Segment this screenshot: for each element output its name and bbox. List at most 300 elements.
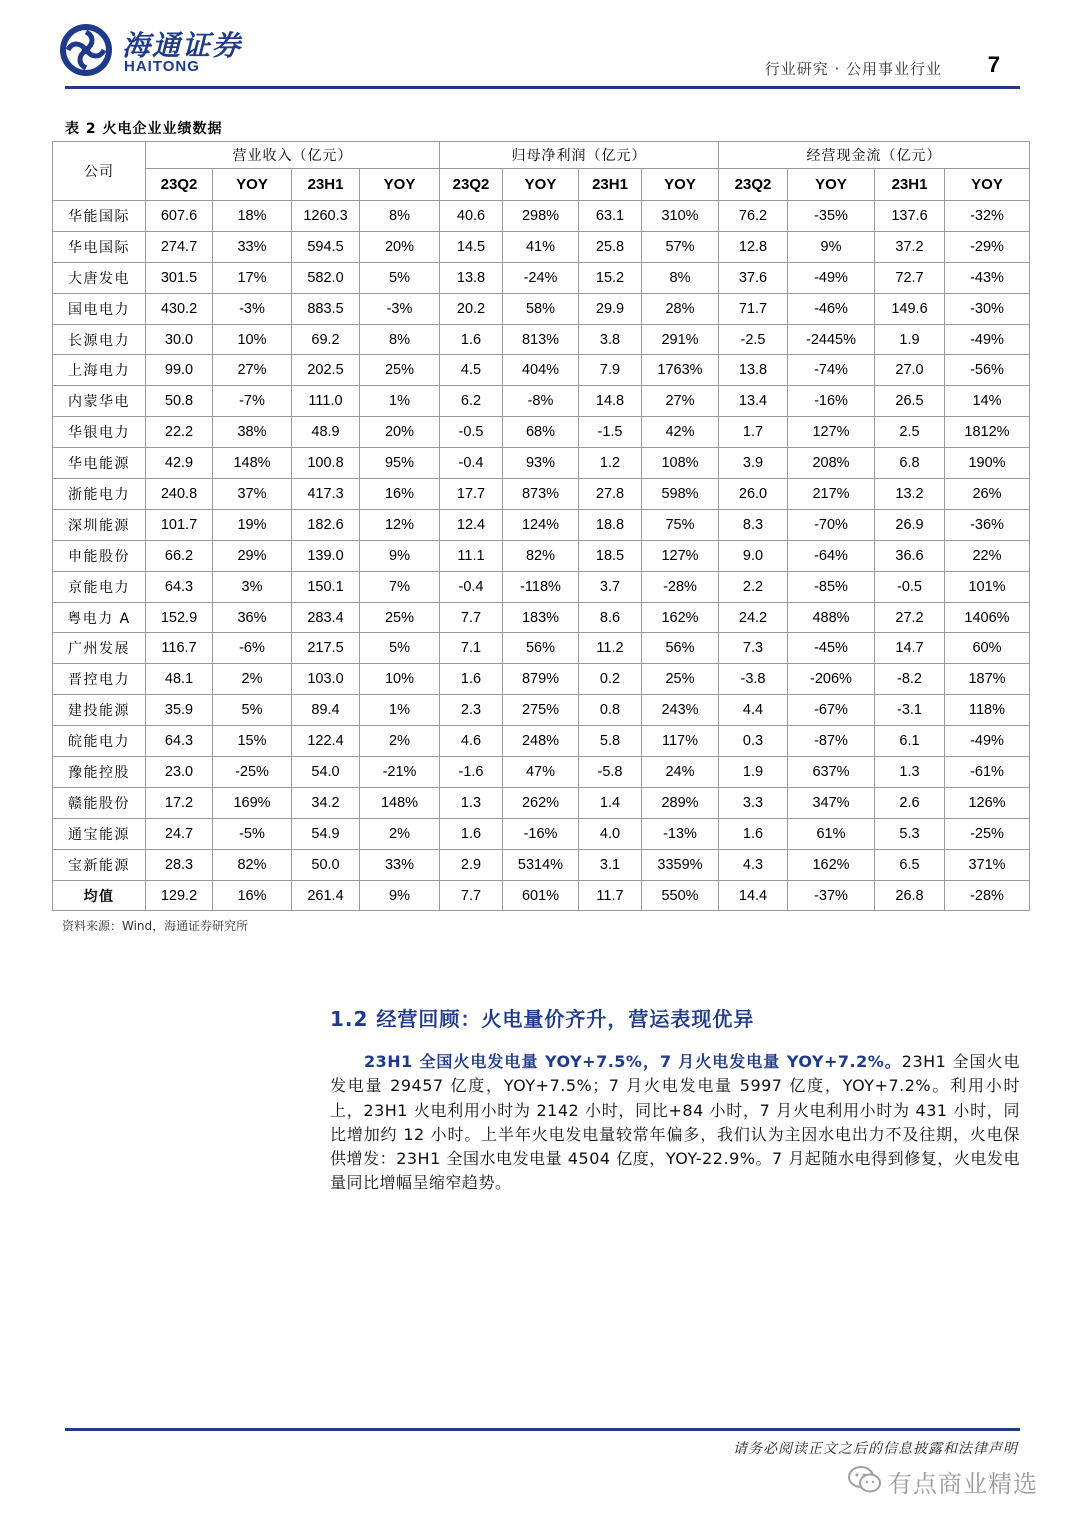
value-cell: 3.8 [579, 324, 642, 355]
value-cell: 76.2 [719, 201, 788, 232]
table-row [53, 324, 1030, 355]
value-cell: 71.7 [719, 293, 788, 324]
value-cell: 61% [788, 818, 875, 849]
value-cell: 111.0 [292, 386, 360, 417]
value-cell: 2.2 [719, 571, 788, 602]
value-cell: 14.5 [440, 231, 503, 262]
company-cell: 建投能源 [53, 695, 146, 726]
value-cell: 208% [788, 448, 875, 479]
footer-disclaimer: 请务必阅读正文之后的信息披露和法律声明 [733, 1441, 1018, 1457]
value-cell: 54.0 [292, 757, 360, 788]
value-cell: 10% [360, 664, 440, 695]
table-row [53, 293, 1030, 324]
subheader-cell: 23Q2 [146, 169, 213, 201]
header-divider [65, 86, 1020, 89]
value-cell: 148% [360, 787, 440, 818]
value-cell: -28% [642, 571, 719, 602]
value-cell: 42% [642, 417, 719, 448]
logo-en-text: HAITONG [124, 58, 200, 75]
table-row [53, 757, 1030, 788]
value-cell: 103.0 [292, 664, 360, 695]
subheader-cell: 23H1 [579, 169, 642, 201]
company-cell: 华电能源 [53, 448, 146, 479]
table-body [53, 201, 1030, 911]
value-cell: 879% [503, 664, 579, 695]
value-cell: -8.2 [875, 664, 945, 695]
value-cell: 24% [642, 757, 719, 788]
company-column-header: 公司 [53, 142, 146, 201]
table-row [53, 231, 1030, 262]
value-cell: 69.2 [292, 324, 360, 355]
value-cell: 24.2 [719, 602, 788, 633]
subheader-cell: 23Q2 [440, 169, 503, 201]
value-cell: -3.1 [875, 695, 945, 726]
value-cell: 17% [213, 262, 292, 293]
wechat-icon [848, 1465, 882, 1495]
table-row [53, 664, 1030, 695]
value-cell: 274.7 [146, 231, 213, 262]
table-row [53, 818, 1030, 849]
value-cell: 8% [642, 262, 719, 293]
value-cell: 4.0 [579, 818, 642, 849]
value-cell: 9% [360, 540, 440, 571]
value-cell: 23.0 [146, 757, 213, 788]
value-cell: 129.2 [146, 880, 213, 911]
value-cell: 9.0 [719, 540, 788, 571]
value-cell: 8.3 [719, 509, 788, 540]
value-cell: -64% [788, 540, 875, 571]
company-cell: 粤电力 A [53, 602, 146, 633]
value-cell: 25% [360, 602, 440, 633]
value-cell: 68% [503, 417, 579, 448]
value-cell: 7.7 [440, 602, 503, 633]
value-cell: 38% [213, 417, 292, 448]
value-cell: 2.3 [440, 695, 503, 726]
value-cell: 3.1 [579, 849, 642, 880]
value-cell: 8.6 [579, 602, 642, 633]
table-row [53, 726, 1030, 757]
company-cell: 华能国际 [53, 201, 146, 232]
value-cell: 873% [503, 479, 579, 510]
table-row [53, 509, 1030, 540]
value-cell: 169% [213, 787, 292, 818]
value-cell: 33% [360, 849, 440, 880]
value-cell: 8% [360, 201, 440, 232]
value-cell: 2% [360, 726, 440, 757]
value-cell: 17.7 [440, 479, 503, 510]
value-cell: -5.8 [579, 757, 642, 788]
value-cell: 3.9 [719, 448, 788, 479]
value-cell: 20% [360, 417, 440, 448]
value-cell: 550% [642, 880, 719, 911]
value-cell: 1.6 [440, 664, 503, 695]
value-cell: 1763% [642, 355, 719, 386]
value-cell: 261.4 [292, 880, 360, 911]
value-cell: 14% [945, 386, 1030, 417]
section-body [330, 1050, 1020, 1196]
value-cell: -3% [213, 293, 292, 324]
value-cell: 2.9 [440, 849, 503, 880]
value-cell: -35% [788, 201, 875, 232]
company-cell: 京能电力 [53, 571, 146, 602]
value-cell: 26% [945, 479, 1030, 510]
table-row [53, 633, 1030, 664]
table-row [53, 540, 1030, 571]
value-cell: 26.9 [875, 509, 945, 540]
company-cell: 上海电力 [53, 355, 146, 386]
value-cell: 1.9 [719, 757, 788, 788]
value-cell: 29.9 [579, 293, 642, 324]
value-cell: 183% [503, 602, 579, 633]
value-cell: 7.1 [440, 633, 503, 664]
table-subheader-row [53, 169, 1030, 201]
value-cell: 1.3 [440, 787, 503, 818]
table-row [53, 479, 1030, 510]
value-cell: 127% [788, 417, 875, 448]
value-cell: 182.6 [292, 509, 360, 540]
value-cell: 430.2 [146, 293, 213, 324]
haitong-logo-mark-icon [58, 22, 114, 78]
value-cell: 28% [642, 293, 719, 324]
company-cell: 国电电力 [53, 293, 146, 324]
value-cell: 2% [213, 664, 292, 695]
value-cell: 347% [788, 787, 875, 818]
value-cell: 1812% [945, 417, 1030, 448]
subheader-cell: YOY [360, 169, 440, 201]
value-cell: 37% [213, 479, 292, 510]
value-cell: 12% [360, 509, 440, 540]
section-lead: 23H1 全国火电发电量 YOY+7.5%，7 月火电发电量 YOY+7.2%。 [364, 1052, 902, 1071]
value-cell: 33% [213, 231, 292, 262]
value-cell: 27.2 [875, 602, 945, 633]
value-cell: 7.3 [719, 633, 788, 664]
value-cell: -1.5 [579, 417, 642, 448]
value-cell: 0.3 [719, 726, 788, 757]
value-cell: 25.8 [579, 231, 642, 262]
value-cell: 122.4 [292, 726, 360, 757]
value-cell: 17.2 [146, 787, 213, 818]
value-cell: 1.7 [719, 417, 788, 448]
value-cell: 10% [213, 324, 292, 355]
value-cell: 243% [642, 695, 719, 726]
value-cell: 15% [213, 726, 292, 757]
value-cell: 582.0 [292, 262, 360, 293]
value-cell: 4.5 [440, 355, 503, 386]
company-cell: 大唐发电 [53, 262, 146, 293]
revenue-group-header: 营业收入（亿元） [146, 142, 440, 169]
value-cell: 883.5 [292, 293, 360, 324]
value-cell: 126% [945, 787, 1030, 818]
value-cell: 124% [503, 509, 579, 540]
value-cell: 36% [213, 602, 292, 633]
company-cell: 宝新能源 [53, 849, 146, 880]
value-cell: 29% [213, 540, 292, 571]
value-cell: -2445% [788, 324, 875, 355]
watermark [848, 1462, 1058, 1496]
value-cell: 99.0 [146, 355, 213, 386]
value-cell: 25% [360, 355, 440, 386]
company-cell: 内蒙华电 [53, 386, 146, 417]
value-cell: 11.2 [579, 633, 642, 664]
value-cell: 3.3 [719, 787, 788, 818]
value-cell: -0.5 [440, 417, 503, 448]
value-cell: 22% [945, 540, 1030, 571]
value-cell: -43% [945, 262, 1030, 293]
value-cell: 4.6 [440, 726, 503, 757]
value-cell: -28% [945, 880, 1030, 911]
value-cell: 601% [503, 880, 579, 911]
value-cell: 4.4 [719, 695, 788, 726]
value-cell: 40.6 [440, 201, 503, 232]
company-cell: 豫能控股 [53, 757, 146, 788]
value-cell: 148% [213, 448, 292, 479]
value-cell: 162% [642, 602, 719, 633]
value-cell: 3359% [642, 849, 719, 880]
value-cell: -0.4 [440, 448, 503, 479]
table-row [53, 571, 1030, 602]
company-cell: 深圳能源 [53, 509, 146, 540]
value-cell: 64.3 [146, 726, 213, 757]
value-cell: 1.4 [579, 787, 642, 818]
subheader-cell: 23H1 [875, 169, 945, 201]
value-cell: -49% [945, 324, 1030, 355]
value-cell: 289% [642, 787, 719, 818]
value-cell: 1% [360, 386, 440, 417]
value-cell: 139.0 [292, 540, 360, 571]
subheader-cell: YOY [788, 169, 875, 201]
value-cell: 1.6 [719, 818, 788, 849]
value-cell: 1260.3 [292, 201, 360, 232]
value-cell: 64.3 [146, 571, 213, 602]
value-cell: 3% [213, 571, 292, 602]
net-profit-group-header: 归母净利润（亿元） [440, 142, 719, 169]
value-cell: 12.4 [440, 509, 503, 540]
value-cell: 301.5 [146, 262, 213, 293]
company-cell: 浙能电力 [53, 479, 146, 510]
section-title: 1.2 经营回顾：火电量价齐升，营运表现优异 [330, 1007, 755, 1031]
value-cell: 50.0 [292, 849, 360, 880]
value-cell: 116.7 [146, 633, 213, 664]
table-row [53, 262, 1030, 293]
page-header [0, 0, 1080, 95]
company-cell: 华电国际 [53, 231, 146, 262]
value-cell: 248% [503, 726, 579, 757]
company-cell: 均值 [53, 880, 146, 911]
table-title: 表 2 火电企业业绩数据 [65, 121, 223, 137]
value-cell: 187% [945, 664, 1030, 695]
value-cell: -21% [360, 757, 440, 788]
value-cell: 2.6 [875, 787, 945, 818]
value-cell: 0.8 [579, 695, 642, 726]
header-title: 行业研究 · 公用事业行业 [764, 60, 942, 78]
value-cell: -118% [503, 571, 579, 602]
value-cell: -16% [503, 818, 579, 849]
value-cell: 18% [213, 201, 292, 232]
value-cell: 16% [360, 479, 440, 510]
value-cell: 11.7 [579, 880, 642, 911]
table-row [53, 602, 1030, 633]
logo-cn-text: 海通证券 [122, 29, 243, 62]
performance-table [52, 141, 1030, 911]
value-cell: 54.9 [292, 818, 360, 849]
value-cell: 5% [213, 695, 292, 726]
value-cell: 598% [642, 479, 719, 510]
value-cell: 27% [642, 386, 719, 417]
value-cell: 217% [788, 479, 875, 510]
value-cell: 283.4 [292, 602, 360, 633]
table-source-note: 资料来源：Wind，海通证券研究所 [62, 919, 249, 933]
value-cell: 66.2 [146, 540, 213, 571]
value-cell: 75% [642, 509, 719, 540]
value-cell: -46% [788, 293, 875, 324]
value-cell: 117% [642, 726, 719, 757]
value-cell: 56% [642, 633, 719, 664]
performance-table-container [52, 141, 1029, 911]
value-cell: 26.0 [719, 479, 788, 510]
value-cell: 37.6 [719, 262, 788, 293]
value-cell: 7.7 [440, 880, 503, 911]
value-cell: 4.3 [719, 849, 788, 880]
company-cell: 晋控电力 [53, 664, 146, 695]
value-cell: 3.7 [579, 571, 642, 602]
value-cell: 190% [945, 448, 1030, 479]
value-cell: 63.1 [579, 201, 642, 232]
value-cell: 30.0 [146, 324, 213, 355]
value-cell: -3% [360, 293, 440, 324]
value-cell: 1.6 [440, 324, 503, 355]
value-cell: 11.1 [440, 540, 503, 571]
value-cell: 27.8 [579, 479, 642, 510]
company-cell: 通宝能源 [53, 818, 146, 849]
subheader-cell: 23H1 [292, 169, 360, 201]
table-row [53, 448, 1030, 479]
subheader-cell: 23Q2 [719, 169, 788, 201]
value-cell: 6.2 [440, 386, 503, 417]
value-cell: 594.5 [292, 231, 360, 262]
value-cell: 56% [503, 633, 579, 664]
value-cell: 5% [360, 262, 440, 293]
company-cell: 皖能电力 [53, 726, 146, 757]
value-cell: 5% [360, 633, 440, 664]
table-row [53, 849, 1030, 880]
value-cell: -7% [213, 386, 292, 417]
value-cell: 100.8 [292, 448, 360, 479]
value-cell: 48.1 [146, 664, 213, 695]
value-cell: 1% [360, 695, 440, 726]
value-cell: 42.9 [146, 448, 213, 479]
value-cell: -37% [788, 880, 875, 911]
value-cell: -87% [788, 726, 875, 757]
value-cell: 37.2 [875, 231, 945, 262]
value-cell: 137.6 [875, 201, 945, 232]
value-cell: 19% [213, 509, 292, 540]
value-cell: 25% [642, 664, 719, 695]
value-cell: 7.9 [579, 355, 642, 386]
cash-flow-group-header: 经营现金流（亿元） [719, 142, 1030, 169]
value-cell: 36.6 [875, 540, 945, 571]
company-cell: 赣能股份 [53, 787, 146, 818]
watermark-text: 有点商业精选 [888, 1470, 1038, 1498]
value-cell: 2.5 [875, 417, 945, 448]
value-cell: 47% [503, 757, 579, 788]
value-cell: 310% [642, 201, 719, 232]
value-cell: 417.3 [292, 479, 360, 510]
value-cell: 217.5 [292, 633, 360, 664]
value-cell: 20.2 [440, 293, 503, 324]
value-cell: 1.9 [875, 324, 945, 355]
value-cell: -6% [213, 633, 292, 664]
value-cell: -70% [788, 509, 875, 540]
value-cell: 291% [642, 324, 719, 355]
value-cell: 118% [945, 695, 1030, 726]
value-cell: 108% [642, 448, 719, 479]
value-cell: 127% [642, 540, 719, 571]
value-cell: 152.9 [146, 602, 213, 633]
value-cell: 35.9 [146, 695, 213, 726]
value-cell: 24.7 [146, 818, 213, 849]
value-cell: 607.6 [146, 201, 213, 232]
table-row [53, 386, 1030, 417]
value-cell: -32% [945, 201, 1030, 232]
subheader-cell: YOY [642, 169, 719, 201]
value-cell: -5% [213, 818, 292, 849]
table-group-header-row [53, 142, 1030, 169]
value-cell: 7% [360, 571, 440, 602]
value-cell: -8% [503, 386, 579, 417]
value-cell: 89.4 [292, 695, 360, 726]
value-cell: 371% [945, 849, 1030, 880]
value-cell: 240.8 [146, 479, 213, 510]
value-cell: 20% [360, 231, 440, 262]
value-cell: -56% [945, 355, 1030, 386]
value-cell: 18.5 [579, 540, 642, 571]
value-cell: 101.7 [146, 509, 213, 540]
haitong-logo [58, 22, 248, 82]
value-cell: -45% [788, 633, 875, 664]
value-cell: -30% [945, 293, 1030, 324]
subheader-cell: YOY [945, 169, 1030, 201]
value-cell: -49% [788, 262, 875, 293]
value-cell: 58% [503, 293, 579, 324]
footer-divider [65, 1428, 1020, 1431]
value-cell: 34.2 [292, 787, 360, 818]
table-row [53, 787, 1030, 818]
value-cell: 1.3 [875, 757, 945, 788]
value-cell: -25% [213, 757, 292, 788]
value-cell: -74% [788, 355, 875, 386]
value-cell: -13% [642, 818, 719, 849]
value-cell: 1406% [945, 602, 1030, 633]
value-cell: -36% [945, 509, 1030, 540]
value-cell: 275% [503, 695, 579, 726]
value-cell: -2.5 [719, 324, 788, 355]
subheader-cell: YOY [213, 169, 292, 201]
value-cell: 6.5 [875, 849, 945, 880]
value-cell: -24% [503, 262, 579, 293]
table-row [53, 880, 1030, 911]
value-cell: 9% [360, 880, 440, 911]
value-cell: 2% [360, 818, 440, 849]
value-cell: 404% [503, 355, 579, 386]
value-cell: -29% [945, 231, 1030, 262]
value-cell: 150.1 [292, 571, 360, 602]
value-cell: 15.2 [579, 262, 642, 293]
value-cell: 1.6 [440, 818, 503, 849]
value-cell: 101% [945, 571, 1030, 602]
value-cell: 41% [503, 231, 579, 262]
table-row [53, 355, 1030, 386]
value-cell: 26.5 [875, 386, 945, 417]
